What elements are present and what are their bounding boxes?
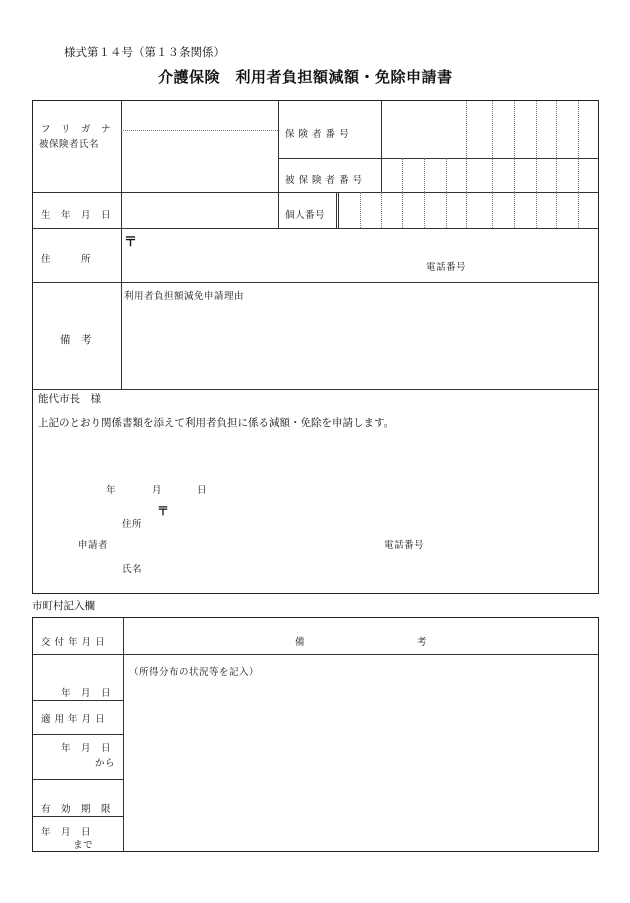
apply-date-label: 適 用 年 月 日 [41, 714, 106, 725]
apply-date-value-label: 年 月 日 [61, 743, 112, 754]
applicant-label: 申請者 [78, 540, 109, 551]
until-label: まで [73, 840, 94, 851]
birthdate-label: 生 年 月 日 [41, 210, 112, 221]
from-label: から [95, 758, 116, 769]
remarks-header-1: 備 [295, 637, 306, 648]
valid-period-value-label: 年 月 日 [41, 827, 92, 838]
applicant-phone-label: 電話番号 [384, 540, 425, 551]
form-number: 様式第１４号（第１３条関係） [64, 45, 225, 59]
personal-number-label: 個人番号 [285, 210, 326, 221]
insured-number-label: 被 保 険 者 番 号 [285, 175, 363, 186]
date-day-label: 日 [197, 485, 208, 496]
insured-name-label: 被保険者氏名 [39, 139, 100, 150]
applicant-address-label: 住所 [122, 519, 143, 530]
insurer-number-label: 保 険 者 番 号 [285, 129, 350, 140]
application-statement: 上記のとおり関係書類を添えて利用者負担に係る減額・免除を申請します。 [38, 417, 395, 429]
address-label: 住 所 [41, 254, 92, 265]
date-year-label: 年 [106, 485, 117, 496]
issue-date-value-label: 年 月 日 [61, 688, 112, 699]
applicant-postal-mark: 〒 [157, 504, 170, 518]
remarks-header-2: 考 [417, 637, 428, 648]
application-box [32, 100, 599, 594]
reason-label: 利用者負担額減免申請理由 [124, 291, 245, 302]
furigana-label: フ リ ガ ナ [41, 124, 112, 135]
form-title: 介護保険 利用者負担額減額・免除申請書 [158, 68, 453, 86]
issue-date-label: 交 付 年 月 日 [41, 637, 106, 648]
address-phone-label: 電話番号 [426, 262, 467, 273]
valid-period-label: 有 効 期 限 [41, 804, 112, 815]
addressee: 能代市長 様 [38, 393, 101, 405]
remarks-label: 備 考 [60, 334, 92, 346]
applicant-name-label: 氏名 [122, 564, 143, 575]
remarks-note: （所得分布の状況等を記入） [129, 667, 260, 678]
municipal-section-label: 市町村記入欄 [32, 600, 95, 612]
postal-mark: 〒 [124, 235, 138, 250]
date-month-label: 月 [152, 485, 163, 496]
municipal-box [32, 617, 599, 852]
